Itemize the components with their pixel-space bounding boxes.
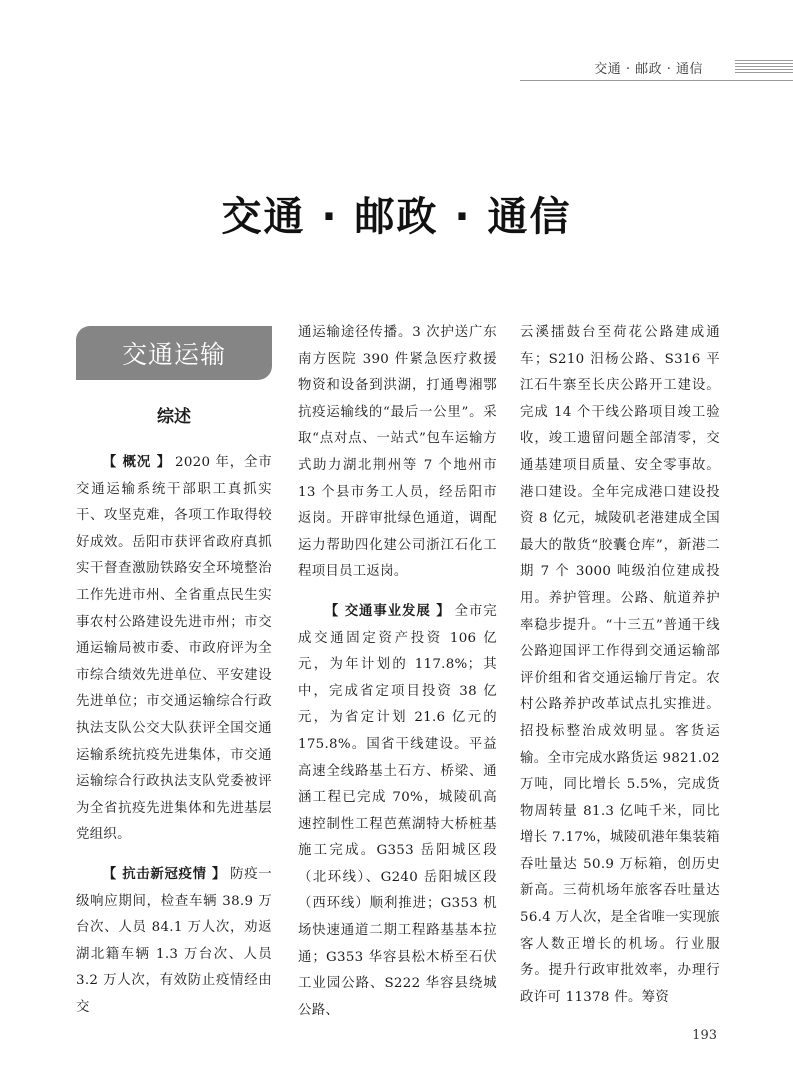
epidemic-tag: 【 抗击新冠疫情 】 — [102, 866, 227, 882]
overview-tag: 【 概况 】 — [102, 455, 172, 470]
paragraph-epidemic-continued — [298, 320, 497, 586]
subheading-overview: 综述 — [157, 407, 191, 427]
text-column-2 — [298, 320, 497, 1024]
text-column-3 — [520, 320, 720, 1011]
paragraph-overview — [76, 450, 272, 849]
section-title: 交通运输 — [121, 340, 226, 369]
development-body-part2: 云溪擂鼓台至荷花公路建成通车；S210 汨杨公路、S316 平江石牛寨至长庆公路开工建设。完成 14 个干线公路项目竣工验收，竣工遗留问题全部清零，交通基建项目质量、安全零事故。港口建设。全年完成港口建设投资 8 亿元，城陵矶老港建成全国最大的散货“胶囊仓库”，新港二期 7 个 3000 吨级泊位建成投用。养护管理。公路、航道养护率稳步提升。“十三五”普通干线公路迎国评工作得到交通运输部评价组和省交通运输厅肯定。农村公路养护改革试点扎实推进。招投标整治成效明显。客货运输。全市完成水路货运 9821.02 万吨，同比增长 5.5%，完成货物周转量 81.3 亿吨千米，同比增长 7.17%，城陵矶港年集装箱吞吐量达 50.9 万标箱，创历史新高。三荷机场年旅客吞吐量达 56.4 万人次，是全省唯一实现旅客人数正增长的机场。行业服务。提升行政审批效率，办理行政许可 11378 件。筹资 — [520, 325, 720, 1005]
paragraph-epidemic — [76, 862, 272, 1022]
page-number: 193 — [692, 1028, 717, 1043]
header-rule — [520, 80, 793, 81]
text-column-1 — [76, 450, 272, 1021]
paragraph-development — [298, 599, 497, 1025]
epidemic-body-part2: 通运输途径传播。3 次护送广东南方医院 390 件紧急医疗救援物资和设备到洪湖，打通粤湘鄂抗疫运输线的“最后一公里”。采取“点对点、一站式”包车运输方式助力湖北荆州等 7 个地州市 13 个县市务工人员，经岳阳市返岗。开辟审批绿色通道，调配运力帮助四化建公司浙江石化工程项目员工返岗。 — [298, 325, 497, 580]
paragraph-development-continued — [520, 320, 720, 1011]
development-body-part1: 全市完成交通固定资产投资 106 亿元，为年计划的 117.8%；其中，完成省定项目投资 38 亿元，为省定计划 21.6 亿元的 175.8%。国省干线建设。平益高速全线路基土石方、桥梁、通涵工程已完成 70%，城陵矶高速控制性工程芭蕉湖特大桥桩基施工完成。G353 岳阳城区段（北环线）、G240 岳阳城区段（西环线）顺利推进；G353 机场快速通道二期工程路基基本拉通；G353 华容县松木桥至石伏工业园公路、S222 华容县绕城公路、 — [298, 603, 497, 1018]
overview-body: 2020 年，全市交通运输系统干部职工真抓实干、攻坚克难，各项工作取得较好成效。岳阳市获评省政府真抓实干督查激励铁路安全环境整治工作先进市州、全省重点民生实事农村公路建设先进市州；市交通运输局被市委、市政府评为全市综合绩效先进单位、平安建设先进单位；市交通运输综合行政执法支队公交大队获评全国交通运输系统抗疫先进集体，市交通运输综合行政执法支队党委被评为全省抗疫先进集体和先进基层党组织。 — [76, 455, 272, 843]
chapter-title: 交通 · 邮政 · 通信 — [221, 194, 572, 240]
running-head-title: 交通 · 邮政 · 通信 — [594, 62, 703, 77]
development-tag: 【 交通事业发展 】 — [324, 603, 451, 619]
section-title-box — [76, 326, 272, 380]
header-decorative-lines — [735, 60, 793, 74]
epidemic-body-part1: 防疫一级响应期间，检查车辆 38.9 万台次、人员 84.1 万人次，劝返湖北籍车辆 1.3 万台次、人员 3.2 万人次，有效防止疫情经由交 — [76, 866, 272, 1015]
